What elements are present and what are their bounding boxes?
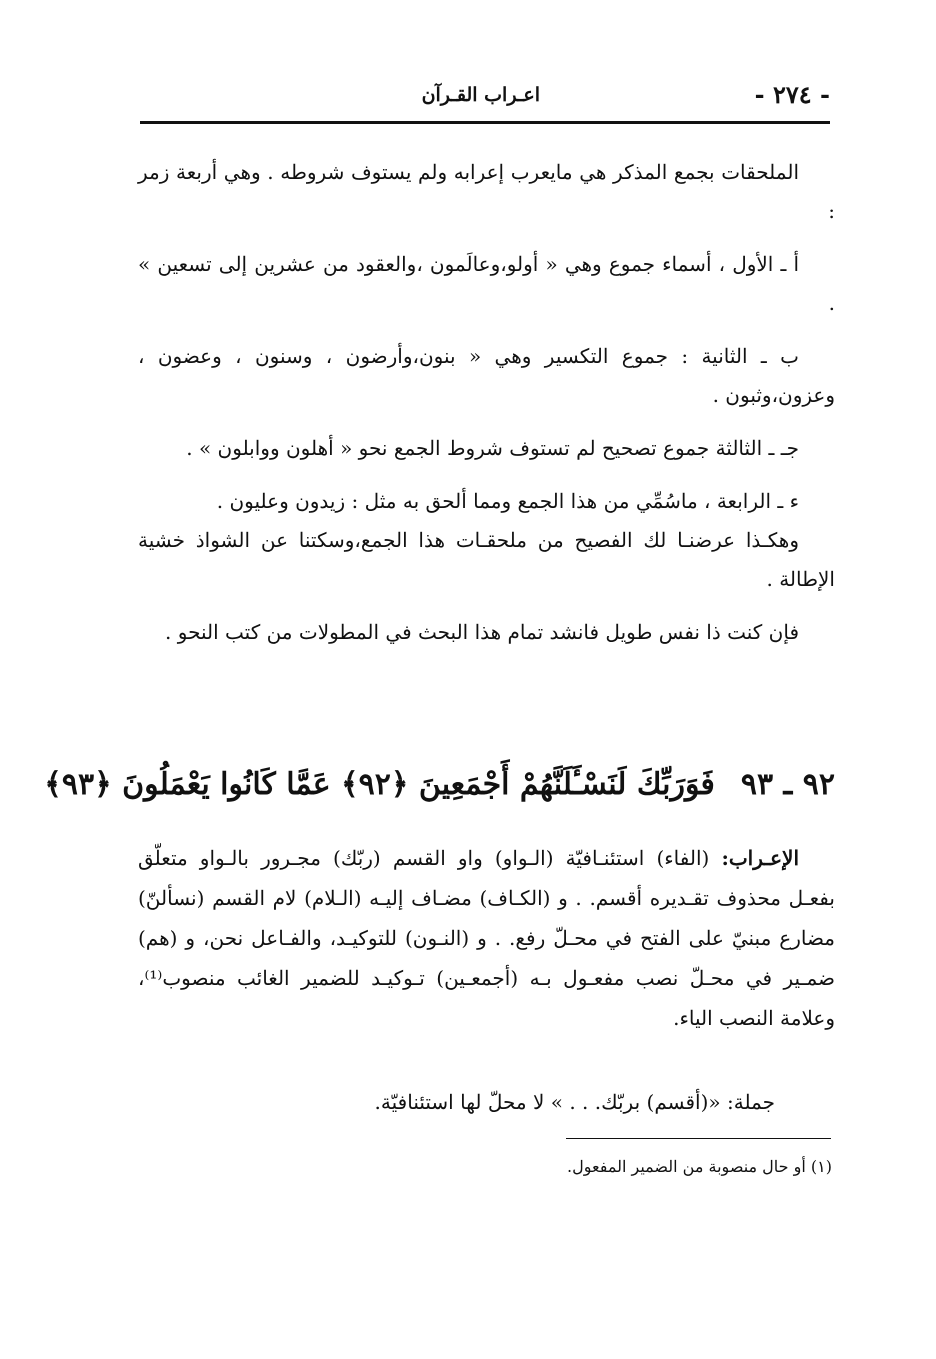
footnote: (١) أو حال منصوبة من الضمير المفعول. [567, 1157, 832, 1176]
paragraph-second-group: ب ـ الثانية : جموع التكسير وهي « بنون،وأرضون ، وسنون ، وعضون ، وعزون،وثبون . [138, 344, 835, 407]
grammatical-analysis [138, 838, 835, 1038]
page-header [140, 78, 830, 118]
verse-text: فَوَرَبِّكَ لَنَسْـَٔلَنَّهُمْ أَجْمَعِينَ ﴿٩٢﴾ عَمَّا كَانُوا يَعْمَلُونَ ﴿٩٣﴾ [44, 767, 715, 802]
verse-heading [44, 752, 835, 818]
paragraph-third-group: جـ ـ الثالثة جموع تصحيح لم تستوف شروط الجمع نحو « أهلون ووابلون » . [186, 436, 799, 460]
analysis-text: (الفاء) استئنـافيّة (الـواو) واو القسم (ربّك) مجـرور بالـواو متعلّق بفعـل محذوف تقـديره أقسم. . و (الكـاف) مضـاف إليـه (الـلام) لام القسم (نسألنّ) مضارع مبنيّ على الفتح في محـلّ رفع. . و (النـون) للتوكيـد، والفـاعل نحن، و (هم) ضمـير في محـلّ نصب مفعـول بـه (أجمعـين) تـوكيـد للضمير الغائب منصوب⁽¹⁾، وعلامة النصب الياء. [138, 846, 835, 1030]
analysis-paragraph [138, 838, 835, 1038]
analysis-label: الإعـراب: [721, 846, 799, 870]
paragraph-first-group: أ ـ الأول ، أسماء جموع وهي « أولو،وعالَمون ،والعقود من عشرين إلى تسعين » . [138, 252, 835, 315]
running-title: اعـراب القـرآن [421, 84, 540, 106]
page-number: - ٢٧٤ - [754, 80, 830, 109]
paragraph-intro: الملحقات بجمع المذكر هي مايعرب إعرابه ولم يستوف شروطه . وهي أربعة زمر : [138, 160, 835, 223]
paragraph-further-reading: فإن كنت ذا نفس طويل فانشد تمام هذا البحث في المطولات من كتب النحو . [165, 620, 799, 644]
sentence-note: جملة: «(أقسم) بربّك. . . » لا محلّ لها استئنافيّة. [374, 1090, 775, 1114]
paragraph-summary: وهكـذا عرضنـا لك الفصيح من ملحقـات هذا الجمع،وسكتنا عن الشواذ خشية الإطالة . [138, 528, 835, 591]
header-rule [140, 121, 830, 124]
paragraph-fourth-group: ء ـ الرابعة ، ماسُمِّي من هذا الجمع ومما ألحق به مثل : زيدون وعليون . [216, 489, 799, 513]
body-text [138, 153, 835, 652]
footnote-rule [566, 1138, 831, 1139]
verse-number: ٩٢ ـ ٩٣ [740, 767, 835, 802]
